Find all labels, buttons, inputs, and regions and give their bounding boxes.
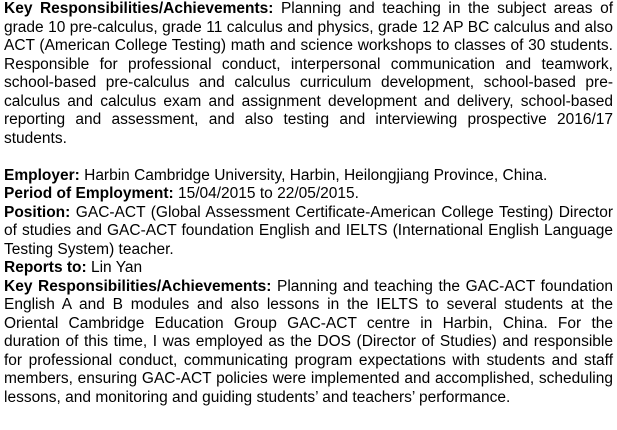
responsibilities-paragraph-2 (4, 278, 613, 408)
period-value: 15/04/2015 to 22/05/2015. (173, 185, 359, 202)
reports-to-label: Reports to: (4, 259, 87, 276)
paragraph-spacer (4, 148, 613, 167)
period-label: Period of Employment: (4, 185, 174, 202)
position-label: Position: (4, 203, 71, 221)
position-paragraph (4, 204, 613, 260)
period-line (4, 185, 613, 204)
reports-to-value: Lin Yan (86, 259, 143, 276)
responsibilities-paragraph (4, 0, 613, 148)
responsibilities-text-2: Planning and teaching the GAC-ACT foundation English A and B modules and also lessons in the IELTS to several students at the Oriental Cambridge Education Group GAC-ACT centre in Harbin, China. For the duration of this time, I was employed as the DOS (Director of Studies) and responsible for professional conduct, communicating program expectations with students and staff members, ensuring GAC-ACT policies were implemented and accomplished, scheduling lessons, and monitoring and guiding students’ and teachers’ performance. (4, 277, 614, 406)
responsibilities-text: Planning and teaching in the subject areas of grade 10 pre-calculus, grade 11 calculus and physics, grade 12 AP BC calculus and also ACT (American College Testing) math and science workshops to classes of 30 students. Responsible for professional conduct, interpersonal communication and teamwork, school-based pre-calculus and calculus curriculum development, school-based pre-calculus and calculus exam and assignment development and delivery, school-based reporting and assessment, and also testing and interviewing prospective 2016/17 students. (4, 0, 614, 147)
position-value: GAC-ACT (Global Assessment Certificate-American College Testing) Director of studies and GAC-ACT foundation English and IELTS (International English Language Testing System) teacher. (4, 203, 613, 258)
employer-value: Harbin Cambridge University, Harbin, Heilongjiang Province, China. (79, 166, 548, 184)
reports-to-line (4, 259, 613, 278)
responsibilities-label-2: Key Responsibilities/Achievements: (4, 277, 272, 295)
employer-label: Employer: (4, 166, 80, 184)
responsibilities-label: Key Responsibilities/Achievements: (4, 0, 274, 17)
employer-line (4, 167, 613, 186)
